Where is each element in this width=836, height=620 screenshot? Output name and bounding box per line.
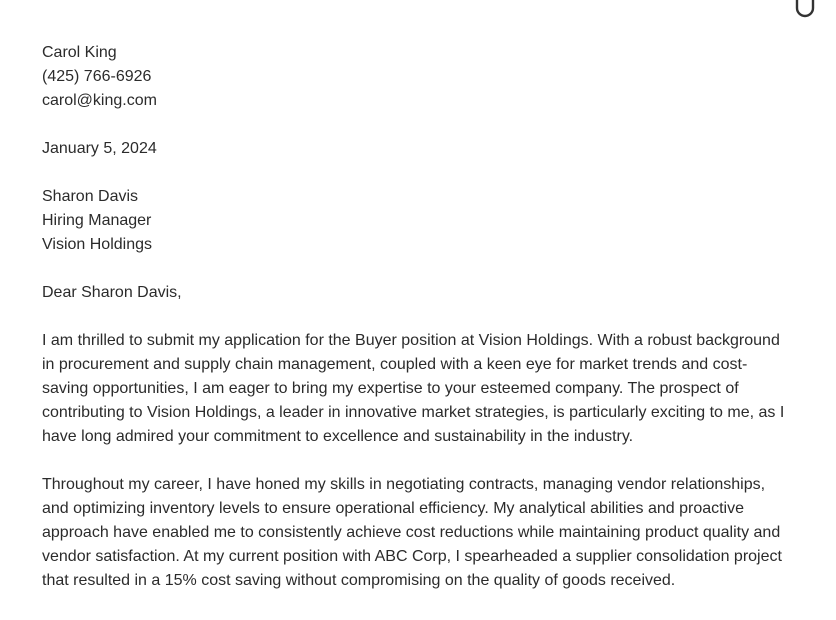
paragraph-line: in procurement and supply chain management, coupled with a keen eye for market trends and cost-	[42, 356, 748, 373]
paragraph-line: Throughout my career, I have honed my skills in negotiating contracts, managing vendor relationships,	[42, 476, 766, 493]
paragraph-line: have long admired your commitment to excellence and sustainability in the industry.	[42, 428, 634, 445]
paragraph-line: approach have enabled me to consistently achieve cost reductions while maintaining product quality and	[42, 524, 781, 541]
recipient-title: Hiring Manager	[42, 212, 152, 229]
body-paragraph-2	[42, 473, 802, 593]
attachment-icon[interactable]	[794, 0, 816, 18]
paragraph-line: contributing to Vision Holdings, a leader in innovative market strategies, is particularly exciting to me, as I	[42, 404, 785, 421]
paragraph-line: vendor satisfaction. At my current position with ABC Corp, I spearheaded a supplier consolidation project	[42, 548, 782, 565]
paragraph-line: that resulted in a 15% cost saving without compromising on the quality of goods received.	[42, 572, 676, 589]
sender-block	[42, 41, 802, 113]
recipient-block	[42, 185, 802, 257]
salutation-block	[42, 281, 802, 305]
salutation: Dear Sharon Davis,	[42, 284, 182, 301]
paragraph-line: and optimizing inventory levels to ensure operational efficiency. My analytical abilities and proactive	[42, 500, 745, 517]
letter-date: January 5, 2024	[42, 140, 157, 157]
date-block	[42, 137, 802, 161]
cover-letter	[42, 41, 802, 617]
sender-name: Carol King	[42, 44, 117, 61]
recipient-company: Vision Holdings	[42, 236, 152, 253]
recipient-name: Sharon Davis	[42, 188, 139, 205]
paragraph-line: saving opportunities, I am eager to bring my expertise to your esteemed company. The prospect of	[42, 380, 739, 397]
body-paragraph-1	[42, 329, 802, 449]
paragraph-line: I am thrilled to submit my application for the Buyer position at Vision Holdings. With a robust background	[42, 332, 780, 349]
sender-phone: (425) 766-6926	[42, 68, 152, 85]
sender-email: carol@king.com	[42, 92, 157, 109]
